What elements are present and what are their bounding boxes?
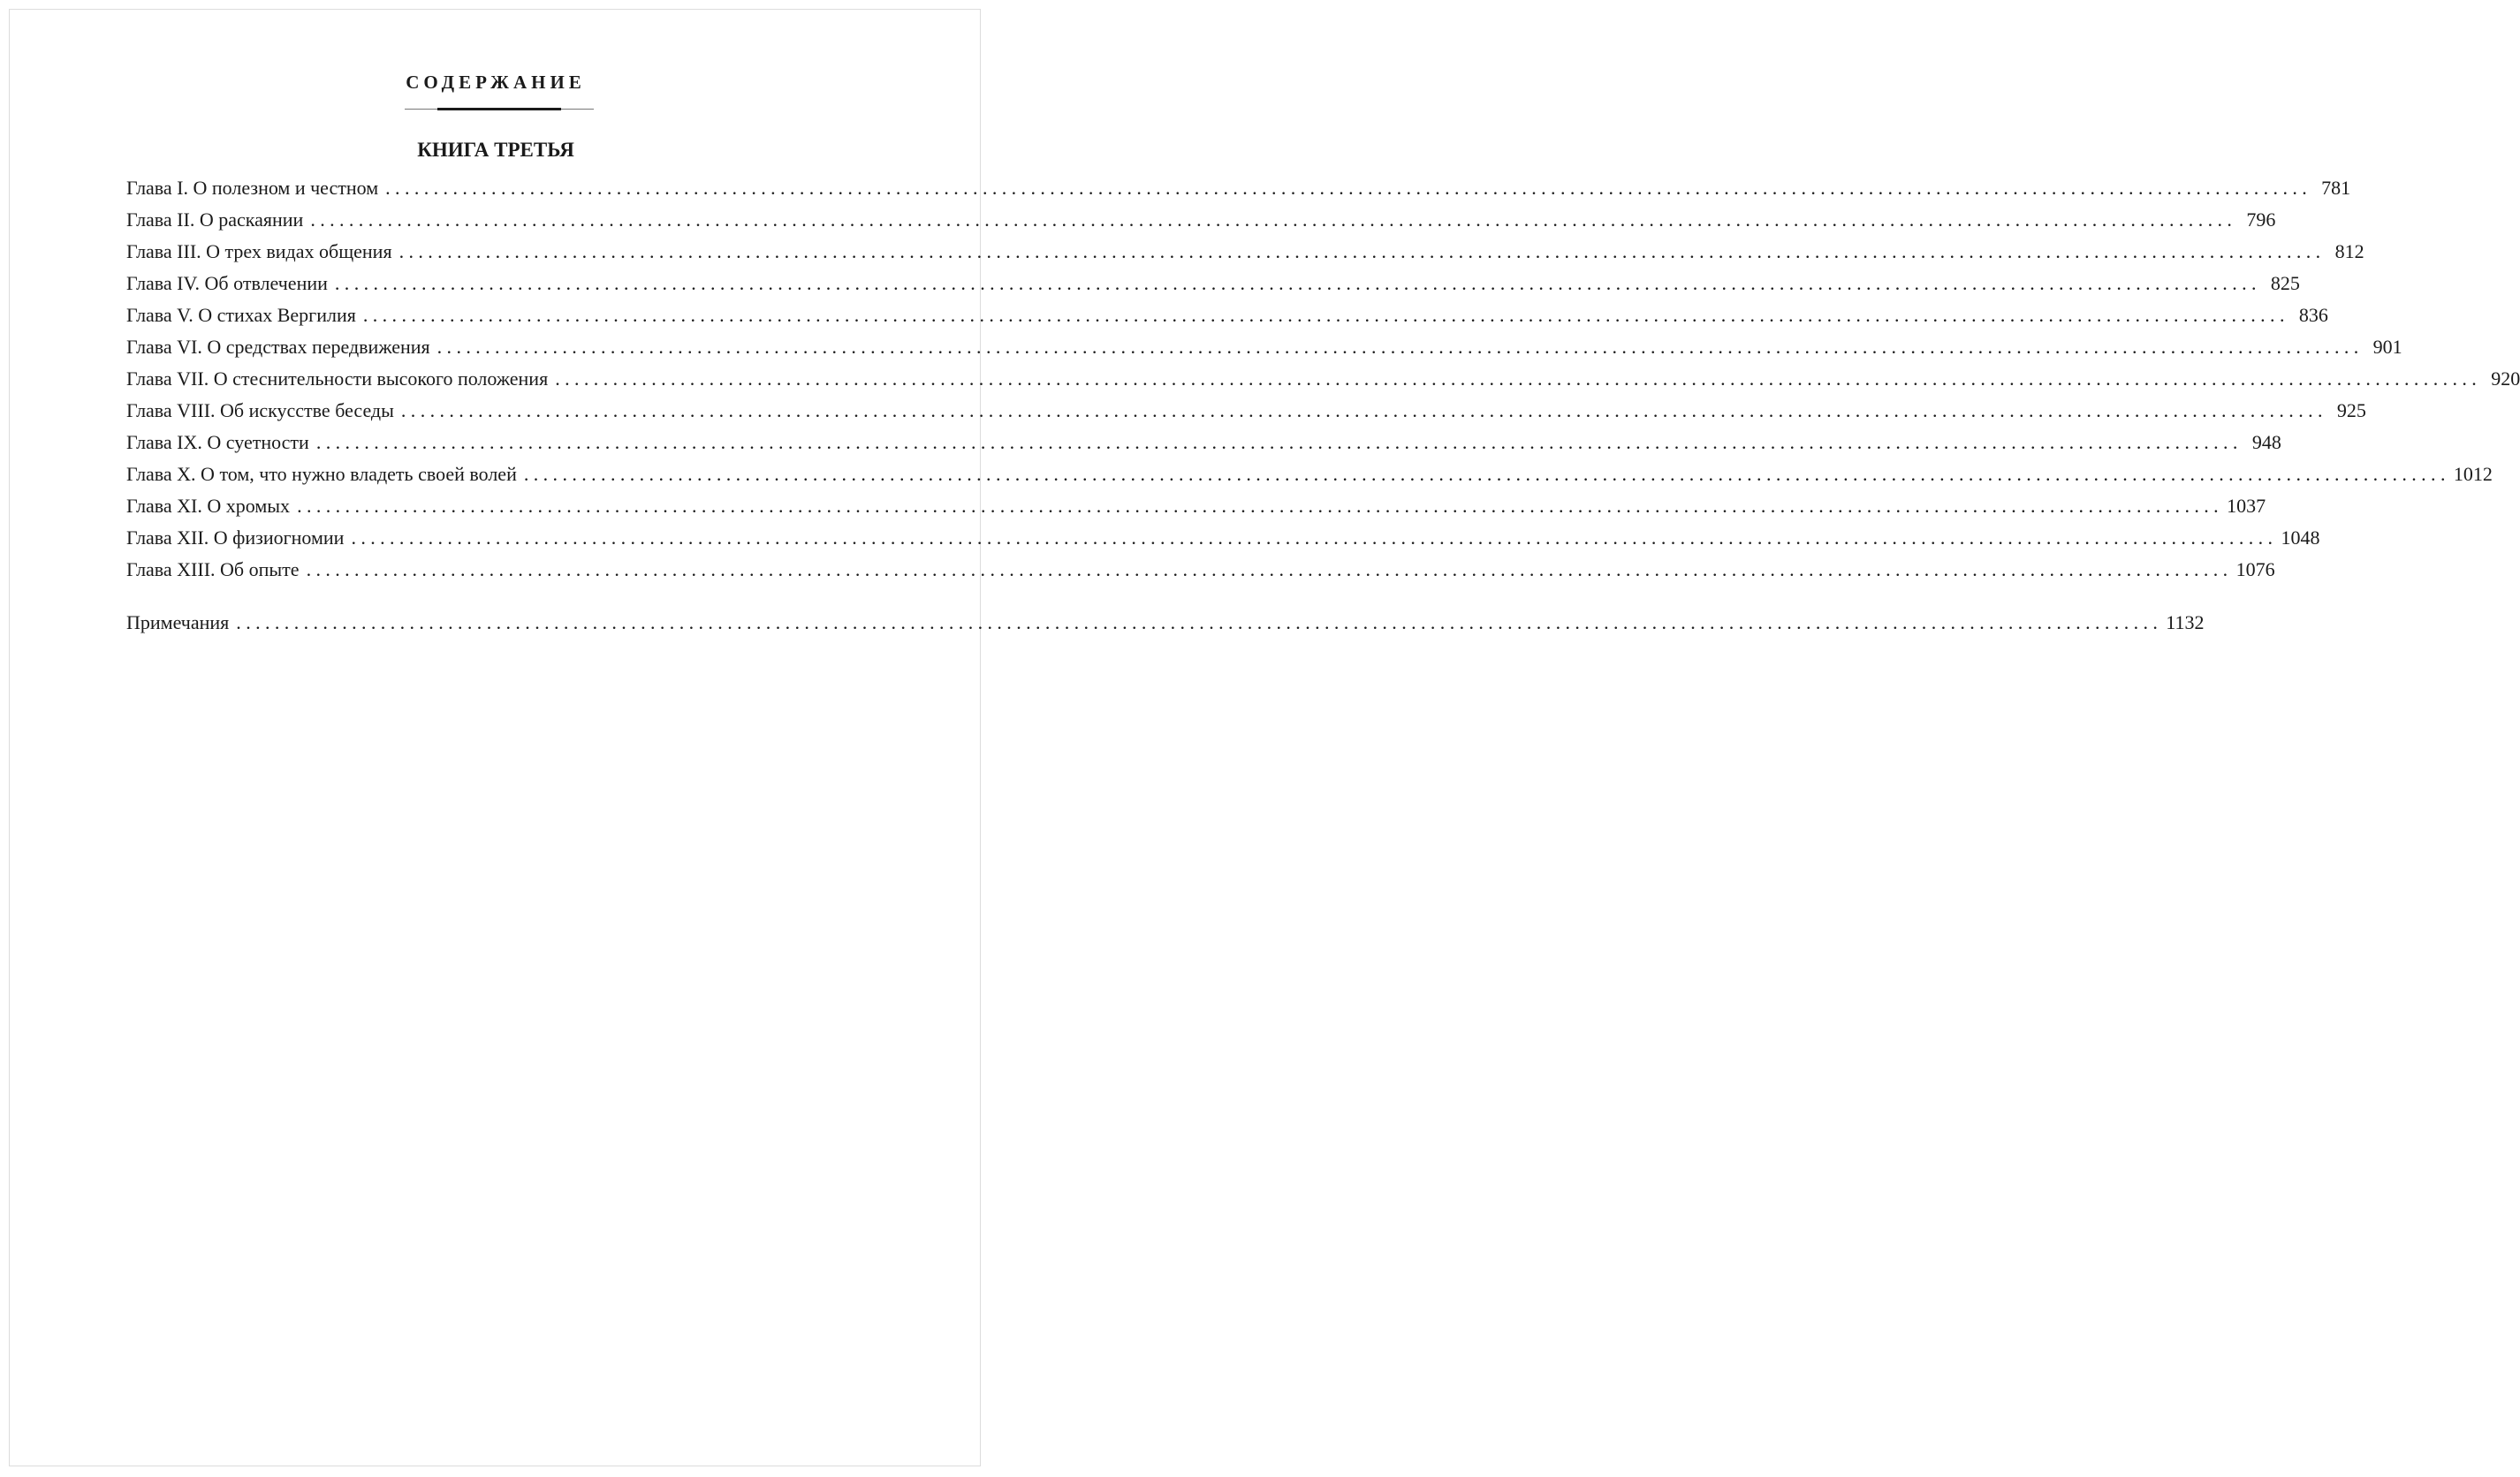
toc-entry-page: 901 bbox=[2372, 336, 2402, 358]
toc-entry-title: Глава IX. О суетности bbox=[126, 427, 316, 458]
toc-entry-page: 948 bbox=[2251, 431, 2281, 453]
dot-leader: ........................................................................................................................................................................................................ bbox=[310, 208, 2237, 231]
toc-entry-page: 1048 bbox=[2281, 526, 2320, 549]
toc-entry-title: Глава XI. О хромых bbox=[126, 490, 297, 522]
dot-leader: ........................................................................................................................................................................................................ bbox=[400, 399, 2327, 421]
toc-entry-notes[interactable] bbox=[126, 607, 2205, 639]
dot-leader: ........................................................................................................................................................................................................ bbox=[334, 272, 2261, 294]
table-of-contents bbox=[126, 172, 2520, 639]
toc-entry-title: Глава II. О раскаянии bbox=[126, 204, 310, 236]
toc-entry-6[interactable] bbox=[126, 331, 2402, 363]
toc-entry-title: Глава XIII. Об опыте bbox=[126, 554, 307, 586]
toc-entry-title: Глава X. О том, что нужно владеть своей волей bbox=[126, 458, 524, 490]
toc-entry-page: 812 bbox=[2334, 240, 2364, 262]
toc-entry-page: 796 bbox=[2246, 208, 2276, 231]
toc-entry-page: 1037 bbox=[2227, 495, 2266, 517]
toc-entry-8[interactable] bbox=[126, 395, 2366, 427]
toc-entry-title: Глава XII. О физиогномии bbox=[126, 522, 351, 554]
toc-entry-2[interactable] bbox=[126, 204, 2276, 236]
toc-entry-9[interactable] bbox=[126, 427, 2281, 458]
dot-leader: ........................................................................................................................................................................................................ bbox=[297, 495, 2224, 517]
toc-entry-page: 1012 bbox=[2453, 463, 2493, 485]
toc-entry-11[interactable] bbox=[126, 490, 2266, 522]
toc-entry-title: Глава V. О стихах Вергилия bbox=[126, 299, 363, 331]
toc-entry-10[interactable] bbox=[126, 458, 2493, 490]
toc-entry-4[interactable] bbox=[126, 268, 2300, 299]
toc-entry-title: Примечания bbox=[126, 607, 236, 639]
dot-leader: ........................................................................................................................................................................................................ bbox=[236, 611, 2163, 633]
toc-entry-page: 925 bbox=[2336, 399, 2366, 421]
dot-leader: ........................................................................................................................................................................................................ bbox=[523, 463, 2450, 485]
header-rule bbox=[405, 107, 594, 112]
toc-entry-title: Глава VIII. Об искусстве беседы bbox=[126, 395, 401, 427]
toc-entry-5[interactable] bbox=[126, 299, 2328, 331]
toc-entry-page: 825 bbox=[2270, 272, 2300, 294]
toc-entry-title: Глава III. О трех видах общения bbox=[126, 236, 399, 268]
dot-leader: ........................................................................................................................................................................................................ bbox=[385, 177, 2312, 199]
dot-leader: ........................................................................................................................................................................................................ bbox=[436, 336, 2364, 358]
dot-leader: ........................................................................................................................................................................................................ bbox=[362, 304, 2289, 326]
toc-entry-7[interactable] bbox=[126, 363, 2520, 395]
toc-entry-page: 1076 bbox=[2235, 558, 2275, 580]
dot-leader: ........................................................................................................................................................................................................ bbox=[398, 240, 2326, 262]
toc-entry-page: 836 bbox=[2298, 304, 2328, 326]
toc-entry-title: Глава VI. О средствах передвижения bbox=[126, 331, 437, 363]
dot-leader: ........................................................................................................................................................................................................ bbox=[351, 526, 2278, 549]
toc-entry-page: 920 bbox=[2491, 367, 2520, 390]
toc-spacer bbox=[126, 586, 871, 607]
toc-entry-title: Глава VII. О стеснительности высокого положения bbox=[126, 363, 555, 395]
toc-entry-page: 781 bbox=[2321, 177, 2351, 199]
dot-leader: ........................................................................................................................................................................................................ bbox=[306, 558, 2233, 580]
dot-leader: ........................................................................................................................................................................................................ bbox=[555, 367, 2482, 390]
running-head: СОДЕРЖАНИЕ bbox=[406, 72, 586, 93]
toc-entry-title: Глава I. О полезном и честном bbox=[126, 172, 385, 204]
toc-entry-page: 1132 bbox=[2166, 611, 2205, 633]
section-title: КНИГА ТРЕТЬЯ bbox=[417, 139, 574, 161]
toc-entry-title: Глава IV. Об отвлечении bbox=[126, 268, 335, 299]
toc-entry-12[interactable] bbox=[126, 522, 2320, 554]
toc-entry-3[interactable] bbox=[126, 236, 2364, 268]
header-rule-thick bbox=[437, 108, 561, 110]
toc-entry-1[interactable] bbox=[126, 172, 2351, 204]
dot-leader: ........................................................................................................................................................................................................ bbox=[315, 431, 2243, 453]
toc-entry-13[interactable] bbox=[126, 554, 2275, 586]
